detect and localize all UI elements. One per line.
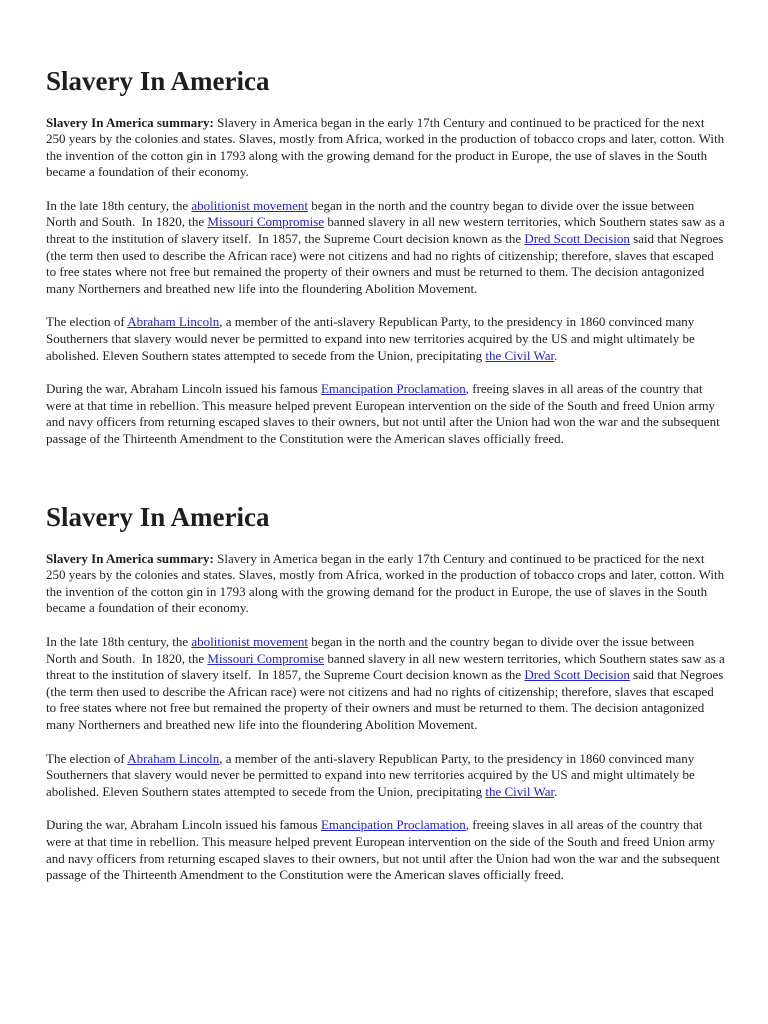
abraham-lincoln-link[interactable]: Abraham Lincoln — [127, 750, 220, 766]
emancipation-paragraph — [46, 381, 726, 447]
paragraph-text: During the war, Abraham Lincoln issued his famous — [46, 817, 321, 833]
paragraph-text: During the war, Abraham Lincoln issued his famous — [46, 381, 321, 397]
dred-scott-decision-link[interactable]: Dred Scott Decision — [524, 231, 630, 247]
paragraph-text: , freeing slaves in all areas of the country that were at that time in rebellion. This measure helped prevent European intervention on the side of the South and freed Union army and navy officers from returning escaped slaves to their owners, but not until after the Union had won the war and the subsequent passage of the Thirteenth Amendment to the Constitution were the American slaves officially freed. — [46, 817, 724, 883]
missouri-compromise-link[interactable]: Missouri Compromise — [207, 214, 325, 230]
summary-label: Slavery In America summary: — [46, 550, 214, 566]
summary-text: Slavery in America began in the early 17th Century and continued to be practiced for the next 250 years by the colonies and states. Slaves, mostly from Africa, worked in the production of tobacco crops and later, cotton. With the invention of the cotton gin in 1793 along with the growing demand for the product in Europe, the use of slaves in the South became a foundation of their economy. — [46, 550, 728, 616]
article-title: Slavery In America — [46, 502, 270, 533]
emancipation-paragraph — [46, 817, 726, 883]
paragraph-text: The election of — [46, 750, 128, 766]
paragraph-text: banned slavery in all new western territories, which Southern states saw as a threat to the institution of slavery itself. In 1857, the Supreme Court decision known as the — [46, 214, 729, 247]
abolitionist-movement-link[interactable]: abolitionist movement — [191, 197, 308, 213]
abolition-paragraph — [46, 633, 729, 734]
civil-war-link[interactable]: the Civil War — [485, 783, 555, 799]
summary-label: Slavery In America summary: — [46, 114, 214, 130]
abolitionist-movement-link[interactable]: abolitionist movement — [191, 633, 308, 649]
paragraph-text: began in the north and the country began to divide over the issue between North and South. In 1820, the — [46, 197, 698, 230]
paragraph-text: In the late 18th century, the — [46, 197, 192, 213]
lincoln-election-paragraph — [46, 314, 726, 364]
lincoln-election-paragraph — [46, 751, 726, 801]
paragraph-text: said that Negroes (the term then used to describe the African race) were not citizens and had no rights of citizenship; therefore, slaves that escaped to free states where not free but remained the property of their owners and must be returned to them. The decision antagonized many Northerners and breathed new life into the floundering Abolition Movement. — [46, 667, 727, 732]
missouri-compromise-link[interactable]: Missouri Compromise — [207, 650, 325, 666]
summary-paragraph — [46, 115, 726, 181]
emancipation-proclamation-link[interactable]: Emancipation Proclamation — [320, 817, 466, 833]
paragraph-text: began in the north and the country began to divide over the issue between North and South. In 1820, the — [46, 633, 698, 666]
dred-scott-decision-link[interactable]: Dred Scott Decision — [524, 667, 630, 683]
paragraph-text: The election of — [46, 314, 128, 330]
civil-war-link[interactable]: the Civil War — [485, 347, 555, 363]
paragraph-text: , freeing slaves in all areas of the country that were at that time in rebellion. This measure helped prevent European intervention on the side of the South and freed Union army and navy officers from returning escaped slaves to their owners, but not until after the Union had won the war and the subsequent passage of the Thirteenth Amendment to the Constitution were the American slaves officially freed. — [46, 381, 724, 446]
article-section-1 — [46, 65, 729, 448]
abolition-paragraph — [46, 197, 729, 298]
abraham-lincoln-link[interactable]: Abraham Lincoln — [127, 314, 220, 330]
summary-paragraph — [46, 551, 726, 617]
article-section-2 — [46, 501, 729, 884]
paragraph-text: . — [554, 347, 558, 363]
paragraph-text: banned slavery in all new western territories, which Southern states saw as a threat to the institution of slavery itself. In 1857, the Supreme Court decision known as the — [46, 650, 729, 683]
paragraph-text: In the late 18th century, the — [46, 633, 192, 649]
summary-text: Slavery in America began in the early 17th Century and continued to be practiced for the next 250 years by the colonies and states. Slaves, mostly from Africa, worked in the production of tobacco crops and later, cotton. With the invention of the cotton gin in 1793 along with the growing demand for the product in Europe, the use of slaves in the South became a foundation of their economy. — [46, 114, 728, 180]
paragraph-text: , a member of the anti-slavery Republican Party, to the presidency in 1860 convinced many Southerners that slavery would never be permitted to expand into new territories acquired by the US and might ultimately be abolished. Eleven Southern states attempted to secede from the Union, precipitating — [46, 750, 698, 799]
article-title: Slavery In America — [46, 66, 270, 96]
paragraph-text: . — [554, 783, 558, 799]
paragraph-text: said that Negroes (the term then used to describe the African race) were not citizens and had no rights of citizenship; therefore, slaves that escaped to free states where not free but remained the property of their owners and must be returned to them. The decision antagonized many Northerners and breathed new life into the floundering Abolition Movement. — [46, 231, 727, 296]
emancipation-proclamation-link[interactable]: Emancipation Proclamation — [320, 381, 466, 397]
paragraph-text: , a member of the anti-slavery Republican Party, to the presidency in 1860 convinced many Southerners that slavery would never be permitted to expand into new territories acquired by the US and might ultimately be abolished. Eleven Southern states attempted to secede from the Union, precipitating — [46, 314, 698, 363]
